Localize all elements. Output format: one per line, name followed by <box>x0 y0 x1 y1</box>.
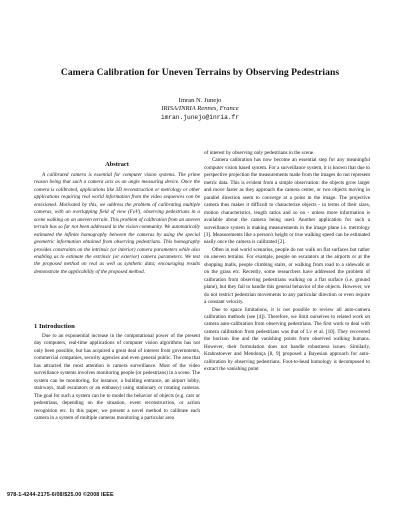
author-affiliation: IRISA/INRIA Rennes, France <box>161 105 239 112</box>
introduction-left-column <box>34 333 200 422</box>
right-column <box>204 150 370 374</box>
right-paragraph-3: Due to space limitations, it is not possible to review all auto-camera calibration methods (see [4]). Therefore, we limit ourselves to related work on camera auto-calibration from observing pedestrians. The first work to deal with camera calibration from pedestrians was that of Lv et al. [10]. They recovered the horizon line and the vanishing points from observed walking humans. However, their formulation does not handle robustness issues. Similarly, Krahnstoever and Mendonça [8, 9] proposed a Bayesian approach for auto-calibration by observing pedestrians. Foot-to-head homology is decomposed to extract the vanishing point <box>204 306 370 373</box>
author-email: imran.junejo@inria.fr <box>161 114 239 121</box>
abstract-heading: Abstract <box>105 161 129 168</box>
abstract-text <box>34 172 200 276</box>
abstract-paragraph: A calibrated camera is essential for computer vision systems. The prime reason being that such a camera acts as an angle measuring device. Once the camera is calibrated, applications like 3D reconstruction or metrology or other applications requiring real world information from the video sequences can be envisioned. Motivated by this, we address the problem of calibrating multiple cameras, with an overlapping field of view (FoV), observing pedestrians in a scene walking on an uneven terrain. This problem of calibration from an uneven terrain has so far not been addressed in the vision community. We automatically estimated the infinite homography between the cameras by using the special geometric information obtained from observing pedestrians. This homography provides constraints on the intrinsic (or interior) camera parameters while also enabling us to estimate the extrinsic (or exterior) camera parameters. We test the proposed method on real as well as synthetic data; encouraging results demonstrate the applicability of the proposed method. <box>34 172 200 275</box>
right-paragraph-0: of interest by observing only pedestrians in the scene. <box>204 150 315 156</box>
right-paragraph-1: Camera calibration has now become an essential step for any meaningful computer vision based system. For a surveillance system, it is known that due to perspective projection the measurements made from the images do not represent metric data. This is evident from a simple observation: the objects grow larger and move faster as they approach the camera center, or two objects moving in parallel direction seem to converge at a point in the image. The projective camera thus makes it difficult to characterize objects - in terms of their sizes, motion characteristics, length ratios and so on - unless more information is available about the camera being used. Another application for such a surveillance system is making measurements in the image plane i.e. metrology [3]. Measurements like a person's height or true walking speed can be estimated easily once the camera is calibrated [2]. <box>204 157 370 246</box>
author-name: Imran N. Junejo <box>178 97 222 104</box>
intro-paragraph-1: Due to an exponential increase in the computational power of the present day computers, real-time applications of computer vision algorithms has not only been possible, but has acquired a great deal of interest from governments, commercial companies, security agencies and even general public. The area that has attracted the most attention is camera surveillance. Most of the video surveillance systems involves monitoring people (or pedestrians) in a scene. The system can be monitoring, for instance, a building entrance, an airport lobby, stairways, mall escalators or an embassy) using stationary or rotating cameras. The goal for such a system can be to model the behavior of objects (e.g. cars or pedestrians, depending on the situation, event reconstruction, or action recognition etc. In this paper, we present a novel method to calibrate each camera in a system of multiple cameras monitoring a particular area <box>34 333 200 421</box>
paper-title: Camera Calibration for Uneven Terrains by Observing Pedestrians <box>60 67 340 78</box>
copyright-footer: 978-1-4244-2175-6/08/$25.00 ©2008 IEEE <box>7 492 114 498</box>
section-heading-introduction: 1 Introduction <box>34 323 75 330</box>
right-paragraph-2: Often in real world scenarios, people do not walk on flat surfaces but rather on uneven terrains. For example, people on escalators at the airports or at the shopping malls, people climbing stairs, or walking from road to a sidewalk or on the grass etc. Recently, some researchers have addressed the problem of calibration from observing pedestrians walking on a flat surface (i.e. ground plane), but they fail to handle this general behavior of the objects. However, we do not restrict pedestrian movements to any particular direction or even require a constant velocity. <box>204 246 370 306</box>
